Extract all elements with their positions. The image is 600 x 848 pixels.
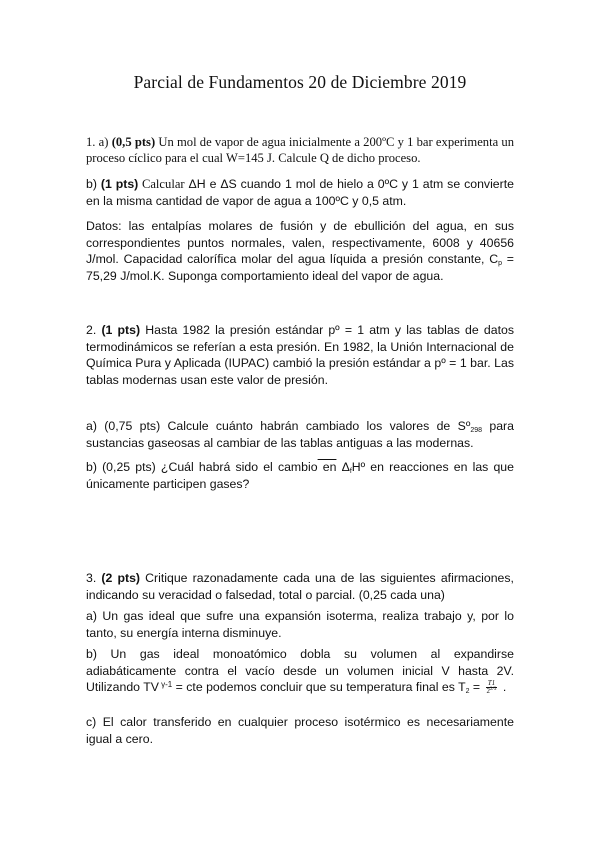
- fraction-denominator-base: 2: [486, 687, 491, 696]
- question-2a-text: a) (0,75 pts) Calcule cuánto habrán cambiado los valores de Sº: [86, 419, 471, 433]
- question-3b-end: .: [499, 680, 507, 694]
- question-3a-text: a) Un gas ideal que sufre una expansión isoterma, realiza trabajo y, por lo tanto, su energía interna disminuye.: [86, 609, 514, 640]
- question-3b-subscript: 2: [465, 688, 470, 695]
- question-1b-prefix: b): [86, 177, 101, 191]
- question-2b-subscript: f: [349, 468, 352, 475]
- question-2-text: Hasta 1982 la presión estándar pº = 1 atm y las tablas de datos termodinámicos se referían a esta presión. En 1982, la Unión Internacional de Química Pura y Aplicada (IUPAC) cambió la presión estándar a pº = 1 bar. Las tablas modernas usan este valor de presión.: [86, 323, 514, 387]
- question-1a: [86, 134, 514, 166]
- page-title: Parcial de Fundamentos 20 de Diciembre 2019: [133, 72, 467, 92]
- question-2b-overbar: en: [317, 460, 337, 474]
- question-3-prefix: 3.: [86, 571, 102, 585]
- question-2b-text: b) (0,25 pts) ¿Cuál habrá sido el cambio: [86, 460, 318, 474]
- question-1a-prefix: 1. a): [86, 135, 112, 149]
- question-3c: [86, 714, 514, 747]
- question-3c-text: c) El calor transferido en cualquier proceso isotérmico es necesariamente igual a cero.: [86, 715, 514, 746]
- question-3b-exponent: γ-1: [158, 680, 173, 689]
- question-1a-points: (0,5 pts): [111, 135, 156, 149]
- fraction-denominator-exponent: 2/3: [490, 687, 497, 693]
- question-2a: [86, 418, 514, 451]
- question-2b: [86, 459, 514, 492]
- question-1b: [86, 176, 514, 209]
- question-2-prefix: 2.: [86, 323, 102, 337]
- question-2: [86, 322, 514, 388]
- question-1-data-text-end: = 75,29 J/mol.K. Suponga comportamiento ideal del vapor de agua.: [86, 252, 514, 283]
- cp-subscript: p: [498, 260, 503, 267]
- question-1b-verb: Calcular: [138, 177, 185, 191]
- question-3b-text: b) Un gas ideal monoatómico dobla su volumen al expandirse adiabáticamente contra el vacío desde un volumen inicial V hasta 2V. Utilizando TV: [86, 647, 514, 694]
- fraction-numerator: T1: [486, 680, 498, 688]
- question-2a-text-end: para sustancias gaseosas al cambiar de las tablas antiguas a las modernas.: [86, 419, 514, 450]
- question-1b-points: (1 pts): [100, 177, 139, 191]
- question-3b-text-mid: = cte podemos concluir que su temperatura final es T: [172, 680, 466, 694]
- temperature-fraction: [486, 680, 498, 695]
- question-2-points: (1 pts): [101, 323, 141, 337]
- question-1-data: [86, 218, 514, 284]
- question-2b-delta: Δ: [336, 460, 350, 474]
- question-3b-equals: =: [469, 680, 484, 694]
- question-2a-subscript: 298: [470, 427, 483, 434]
- question-3a: [86, 608, 514, 641]
- question-3-points: (2 pts): [101, 571, 140, 585]
- question-2b-text-end: Hº en reacciones en las que únicamente participen gases?: [86, 460, 514, 491]
- question-1a-text: Un mol de vapor de agua inicialmente a 200ºC y 1 bar experimenta un proceso cíclico para el cual W=145 J. Calcule Q de dicho proceso.: [86, 135, 514, 165]
- question-1-data-text: Datos: las entalpías molares de fusión y de ebullición del agua, en sus correspondientes puntos normales, valen, respectivamente, 6008 y 40656 J/mol. Capacidad calorífica molar del agua líquida a presión constante, C: [86, 219, 514, 266]
- question-3b: [86, 646, 514, 696]
- question-3-text: Critique razonadamente cada una de las siguientes afirmaciones, indicando su veracidad o falsedad, total o parcial. (0,25 cada una): [86, 571, 514, 602]
- question-3: [86, 570, 514, 603]
- question-1b-text: ΔH e ΔS cuando 1 mol de hielo a 0ºC y 1 atm se convierte en la misma cantidad de vapor de agua a 100ºC y 0,5 atm.: [86, 177, 514, 208]
- fraction-denominator: [486, 688, 498, 695]
